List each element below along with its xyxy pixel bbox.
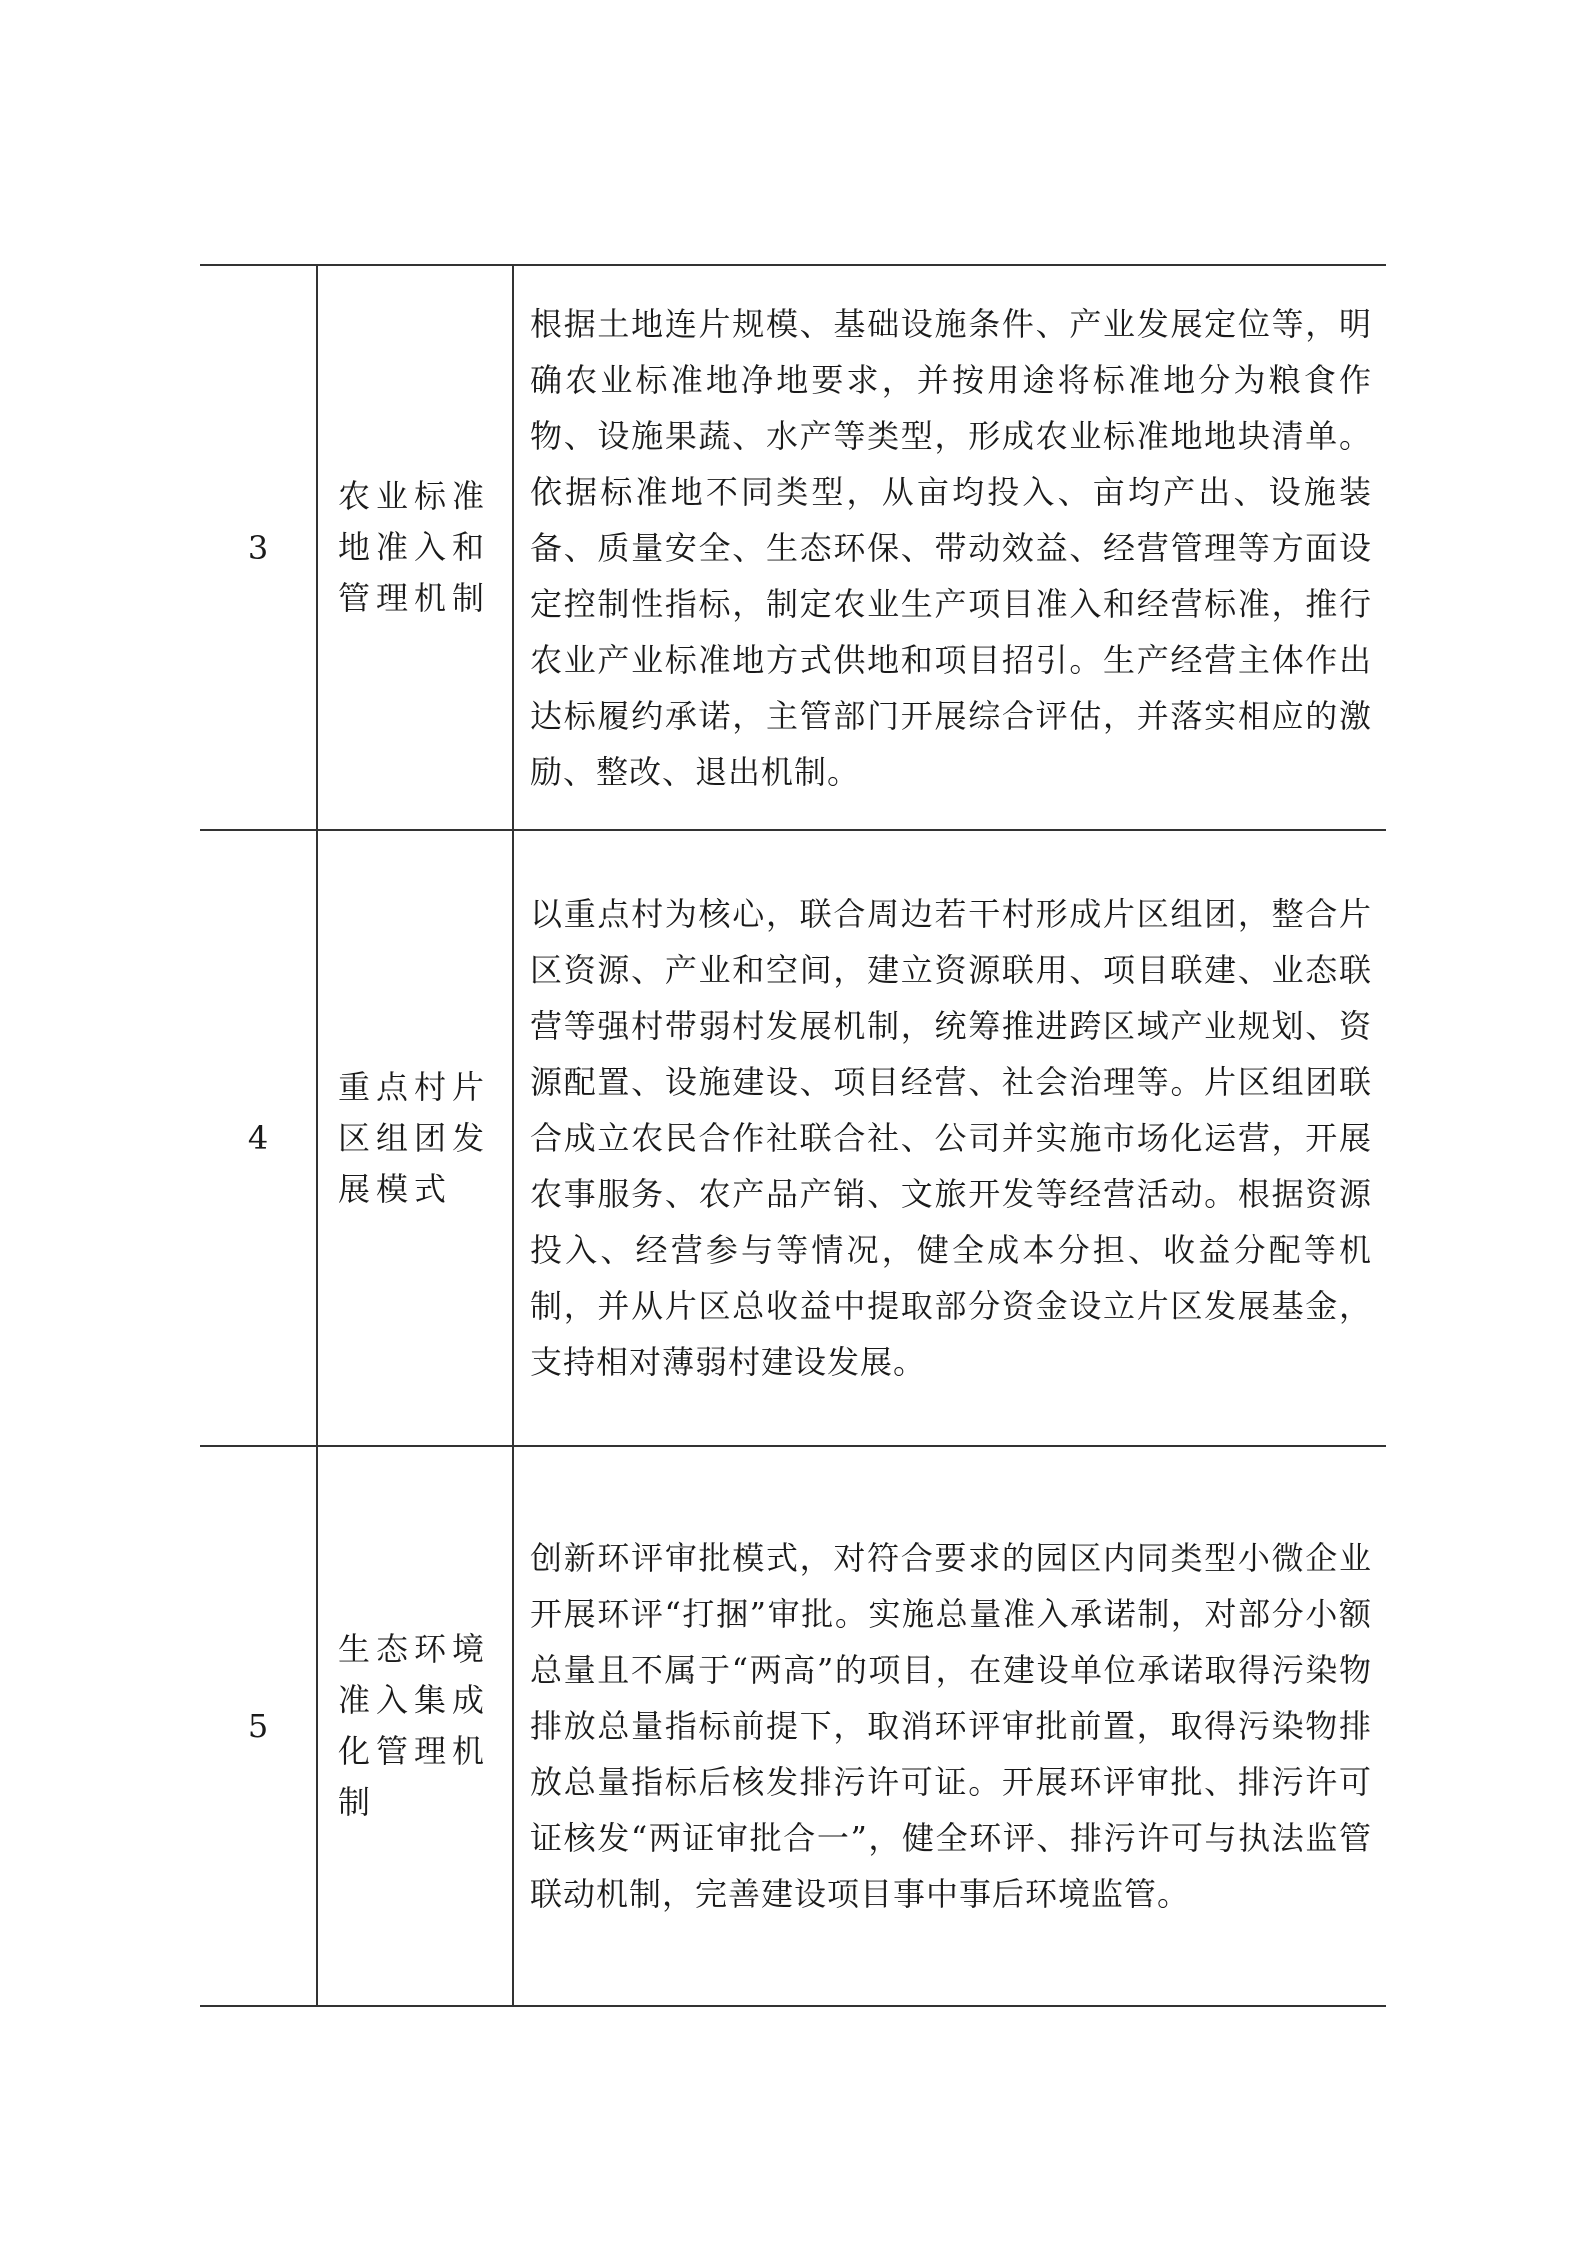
table-row <box>200 265 1386 830</box>
row-title: 生态环境准入集成化管理机制 <box>317 1446 513 2006</box>
row-description: 以重点村为核心，联合周边若干村形成片区组团，整合片区资源、产业和空间，建立资源联用、项目联建、业态联营等强村带弱村发展机制，统筹推进跨区域产业规划、资源配置、设施建设、项目经营、社会治理等。片区组团联合成立农民合作社联合社、公司并实施市场化运营，开展农事服务、农产品产销、文旅开发等经营活动。根据资源投入、经营参与等情况，健全成本分担、收益分配等机制，并从片区总收益中提取部分资金设立片区发展基金，支持相对薄弱村建设发展。 <box>513 830 1386 1446</box>
table-row <box>200 1446 1386 2006</box>
row-number: 4 <box>200 830 317 1446</box>
policy-table <box>200 264 1386 2007</box>
row-number: 5 <box>200 1446 317 2006</box>
row-description: 根据土地连片规模、基础设施条件、产业发展定位等，明确农业标准地净地要求，并按用途将标准地分为粮食作物、设施果蔬、水产等类型，形成农业标准地地块清单。依据标准地不同类型，从亩均投入、亩均产出、设施装备、质量安全、生态环保、带动效益、经营管理等方面设定控制性指标，制定农业生产项目准入和经营标准，推行农业产业标准地方式供地和项目招引。生产经营主体作出达标履约承诺，主管部门开展综合评估，并落实相应的激励、整改、退出机制。 <box>513 265 1386 830</box>
row-title: 农业标准地准入和管理机制 <box>317 265 513 830</box>
row-title: 重点村片区组团发展模式 <box>317 830 513 1446</box>
row-description: 创新环评审批模式，对符合要求的园区内同类型小微企业开展环评“打捆”审批。实施总量准入承诺制，对部分小额总量且不属于“两高”的项目，在建设单位承诺取得污染物排放总量指标前提下，取消环评审批前置，取得污染物排放总量指标后核发排污许可证。开展环评审批、排污许可证核发“两证审批合一”，健全环评、排污许可与执法监管联动机制，完善建设项目事中事后环境监管。 <box>513 1446 1386 2006</box>
table-row <box>200 830 1386 1446</box>
row-number: 3 <box>200 265 317 830</box>
